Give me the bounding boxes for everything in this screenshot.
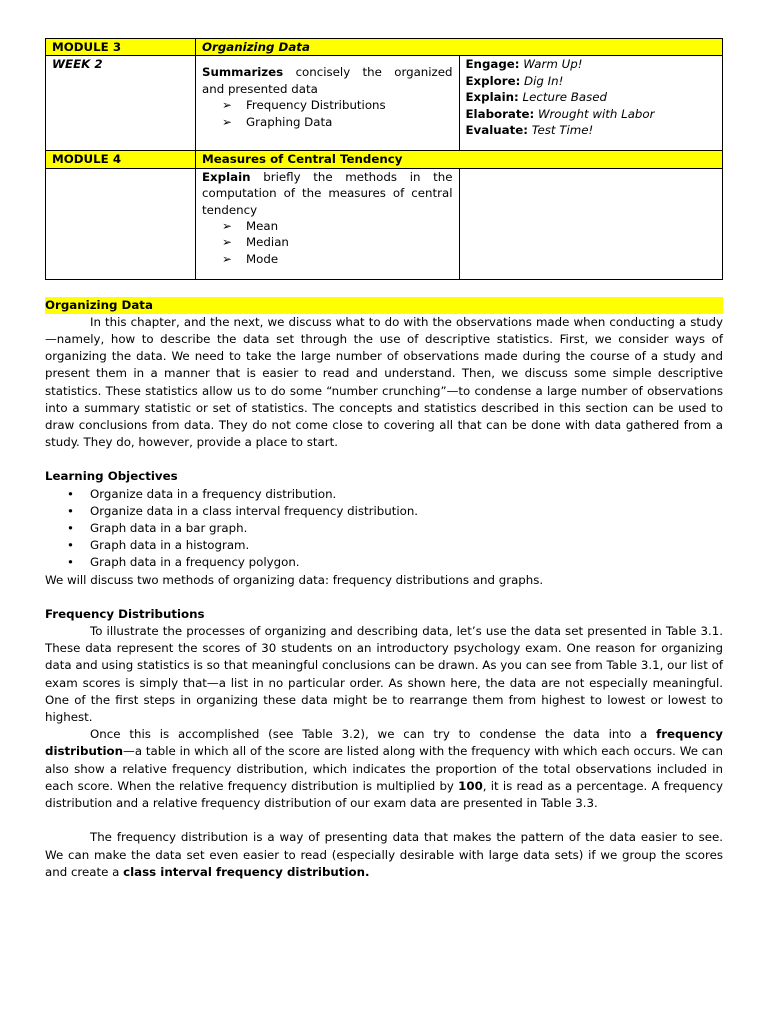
module-3-topic-list: [202, 97, 453, 130]
bullet-icon: •: [67, 503, 74, 518]
module-3-objective: [196, 56, 460, 151]
frequency-paragraph-3: The frequency distribution is a way of presenting data that makes the pattern of the data easier to see. We can make the data set even easier to read (especially desirable with large data sets) if we group the scores and create a class interval frequency distribution.: [45, 830, 723, 879]
term-frequency-distribution: frequency distribution: [45, 727, 723, 759]
bullet-icon: •: [67, 521, 74, 536]
arrow-bullet-icon: ➢: [222, 235, 232, 250]
module-4-title: Measures of Central Tendency: [196, 151, 723, 168]
module-3-objective-text: [202, 64, 453, 97]
list-item: ➢ Frequency Distributions: [222, 98, 386, 113]
arrow-bullet-icon: ➢: [222, 114, 232, 129]
arrow-bullet-icon: ➢: [222, 219, 232, 234]
frequency-heading: Frequency Distributions: [45, 606, 205, 621]
intro-paragraph: In this chapter, and the next, we discuss what to do with the observations made when conducting a study—namely, how to describe the data set through the use of descriptive statistics. First, we consider ways of organizing the data. We need to take the large number of observations made during the course of a study and present them in a manner that is easier to read and understand. Then, we discuss some simple descriptive statistics. These statistics allow us to do some “number crunching”—to condense a large number of observations into a summary statistic or set of statistics. The concepts and statistics described in this section can be used to draw conclusions from data. They do not come close to covering all that can be done with data gathered from a study. They do, however, provide a place to start.: [45, 314, 723, 450]
list-item: ➢ Mean: [222, 219, 279, 234]
arrow-bullet-icon: ➢: [222, 98, 232, 113]
document-page: [45, 38, 723, 881]
module-3-body-row: [46, 56, 723, 151]
activity-line: Elaborate: Wrought with Labor: [465, 106, 655, 121]
objectives-heading: Learning Objectives: [45, 469, 178, 484]
methods-line: We will discuss two methods of organizing data: frequency distributions and graphs.: [45, 572, 544, 587]
list-item: • Organize data in a class interval frequency distribution.: [67, 503, 723, 520]
term-class-interval: class interval frequency distribution: [123, 864, 365, 879]
module-4-topic-list: [202, 218, 453, 267]
arrow-bullet-icon: ➢: [222, 251, 232, 266]
section-heading: Organizing Data: [45, 297, 723, 314]
module-3-code: MODULE 3: [46, 39, 196, 56]
list-item: • Graph data in a bar graph.: [67, 520, 723, 537]
module-3-objective-verb: Summarizes: [202, 65, 284, 80]
list-item: • Graph data in a histogram.: [67, 537, 723, 554]
bullet-icon: •: [67, 555, 74, 570]
module-4-week-empty: [46, 168, 196, 279]
activity-line: Evaluate: Test Time!: [465, 123, 594, 138]
module-4-code: MODULE 4: [46, 151, 196, 168]
bullet-icon: •: [67, 486, 74, 501]
list-item: ➢ Median: [222, 235, 289, 250]
module-table: [45, 38, 723, 280]
module-4-activities-empty: [459, 168, 723, 279]
list-item: ➢ Mode: [222, 251, 279, 266]
module-3-header-row: [46, 39, 723, 56]
list-item: ➢ Graphing Data: [222, 114, 333, 129]
activity-line: Engage: Warm Up!: [465, 57, 583, 72]
module-4-body-row: [46, 168, 723, 279]
module-4-objective: [196, 168, 460, 279]
objectives-list: [45, 486, 723, 572]
module-4-header-row: [46, 151, 723, 168]
list-item: • Organize data in a frequency distribution.: [67, 486, 723, 503]
activity-line: Explore: Dig In!: [465, 73, 564, 88]
module-3-week: WEEK 2: [46, 56, 196, 151]
module-3-activities: [459, 56, 723, 151]
module-4-objective-verb: Explain: [202, 169, 251, 184]
module-3-objective-rest: concisely the organized and presented data: [202, 65, 453, 96]
frequency-paragraph-2: Once this is accomplished (see Table 3.2), we can try to condense the data into a frequency distribution—a table in which all of the score are listed along with the frequency with which each occurs. We can also show a relative frequency distribution, which indicates the proportion of the total observations included in each score. When the relative frequency distribution is multiplied by 100, it is read as a percentage. A frequency distribution and a relative frequency distribution of our exam data are presented in Table 3.3.: [45, 727, 724, 811]
module-3-title: Organizing Data: [196, 39, 723, 56]
list-item: • Graph data in a frequency polygon.: [67, 554, 723, 571]
module-4-objective-rest: briefly the methods in the computation of the measures of central tendency: [202, 169, 453, 217]
module-4-objective-text: [202, 169, 453, 218]
activity-line: Explain: Lecture Based: [465, 90, 608, 105]
bullet-icon: •: [67, 538, 74, 553]
frequency-paragraph-1: To illustrate the processes of organizing and describing data, let’s use the data set presented in Table 3.1. These data represent the scores of 30 students on an introductory psychology exam. One reason for organizing data and using statistics is so that meaningful conclusions can be drawn. As you can see from Table 3.1, our list of exam scores is simply that—a list in no particular order. As shown here, the data are not especially meaningful. One of the first steps in organizing these data might be to rearrange them from highest to lowest or lowest to highest.: [45, 624, 723, 725]
